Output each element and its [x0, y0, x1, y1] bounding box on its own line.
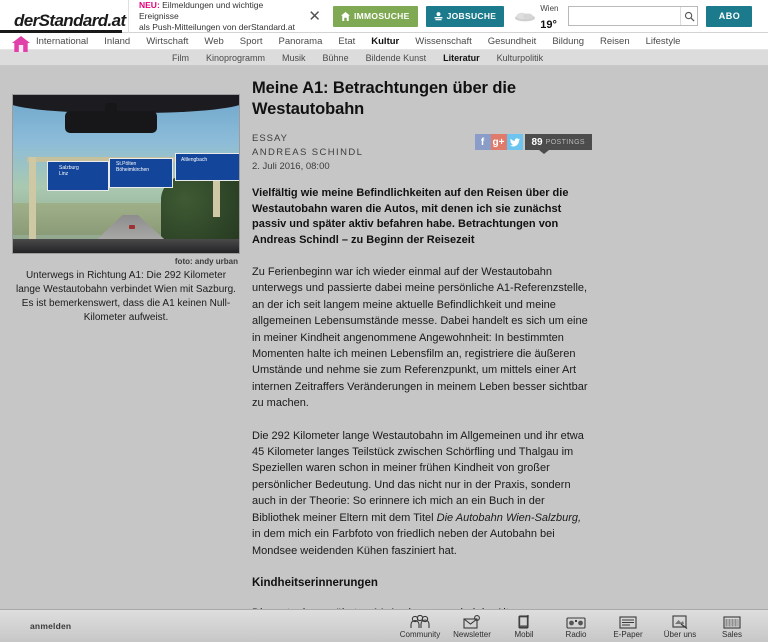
subnav-item-kinoprogramm[interactable]: Kinoprogramm	[206, 52, 266, 63]
footer-label-community: Community	[399, 630, 441, 639]
article-figure	[12, 94, 240, 325]
push-line-1: Eilmeldungen und wichtige Ereignisse	[139, 0, 264, 21]
article-paragraph-2	[252, 428, 592, 559]
footer-label-ueber-uns: Über uns	[663, 630, 697, 639]
jobsuche-button[interactable]	[426, 6, 505, 27]
close-icon[interactable]: ✕	[308, 7, 321, 25]
epaper-icon	[619, 613, 637, 629]
footer-item-mobil[interactable]	[498, 613, 550, 639]
footer-item-epaper[interactable]	[602, 613, 654, 639]
push-line-2: als Push-Mitteilungen von derStandard.at	[139, 21, 295, 32]
twitter-icon[interactable]	[507, 134, 523, 150]
footer-label-radio: Radio	[565, 630, 587, 639]
subnav-item-bildende-kunst[interactable]: Bildende Kunst	[365, 52, 427, 63]
search-container[interactable]	[568, 6, 698, 26]
article-kicker: ESSAY	[252, 133, 288, 144]
page-title: Meine A1: Betrachtungen über die Westautobahn	[252, 79, 516, 118]
home-icon	[341, 12, 350, 21]
job-icon	[434, 12, 443, 21]
subnav-item-musik[interactable]: Musik	[282, 52, 306, 63]
photo-dashboard	[13, 239, 239, 253]
login-link[interactable]: anmelden	[30, 621, 72, 631]
info-icon	[672, 613, 688, 629]
photo-gantry-post-left	[29, 157, 36, 243]
mobile-icon	[517, 613, 531, 629]
nav-item-lifestyle[interactable]: Lifestyle	[645, 35, 681, 47]
article-paragraph-1: Zu Ferienbeginn war ich wieder einmal auf der Westautobahn unterwegs und passierte dabei meine persönliche A1-Referenzstelle, an der ich seit langem meine aktuelle Befindlichkeit und meine allgemeinen Lebensumstände messe. Dabei handelt es sich um eine in meiner Kindheit angenommene Angewohnheit: In bestimmten Momenten halte ich meinen Lebensfilm an, registriere die äußeren Umstände und nehme sie zum Referenzpunkt, um mittels einer Art internen Zeitraffers Veränderungen in meinem Leben besser sichtbar zu machen.	[252, 266, 588, 410]
nav-item-web[interactable]: Web	[204, 35, 224, 47]
immosuche-label: IMMOSUCHE	[354, 11, 410, 21]
photo-sign-altlengbach-line1: Altlengbach	[181, 157, 208, 163]
footer-label-mobil: Mobil	[514, 630, 534, 639]
jobsuche-label: JOBSUCHE	[446, 11, 497, 21]
nav-item-bildung[interactable]: Bildung	[552, 35, 585, 47]
share-bar	[475, 134, 593, 150]
footer-item-sales[interactable]	[706, 613, 758, 639]
googleplus-icon[interactable]: g+	[491, 134, 507, 150]
primary-navigation	[0, 33, 768, 50]
photo-sign-stpoelten-line1: St.Pölten	[116, 161, 137, 167]
postings-label: POSTINGS	[545, 138, 585, 146]
photo-sign-altlengbach	[175, 153, 240, 181]
subnav-item-buehne[interactable]: Bühne	[322, 52, 349, 63]
article-byline	[252, 132, 363, 174]
nav-item-panorama[interactable]: Panorama	[278, 35, 323, 47]
footer-item-community[interactable]	[394, 613, 446, 639]
photo-caption: Unterwegs in Richtung A1: Die 292 Kilometer lange Westautobahn verbindet Wien mit Sazburg. Es ist bemerkenswert, dass die A1 keinen Null-Kilometer aufweist.	[16, 270, 236, 323]
footer-item-ueber-uns[interactable]	[654, 613, 706, 639]
photo-car	[129, 225, 135, 229]
photo-rearview-mirror	[65, 111, 157, 133]
secondary-navigation	[0, 50, 768, 66]
nav-item-inland[interactable]: Inland	[104, 35, 131, 47]
radio-icon	[566, 613, 586, 629]
push-new-badge: NEU:	[139, 0, 160, 10]
nav-item-international[interactable]: International	[36, 35, 89, 47]
footer-bar	[0, 609, 768, 642]
article-paragraph-2-part-b: in dem mich ein Farbfoto von friedlich neben der Autobahn bei Mondsee weidenden Kühen fasziniert hat.	[252, 528, 555, 557]
article-lead: Vielfältig wie meine Befindlichkeiten auf den Reisen über die Westautobahn waren die Autos, mit denen ich sie zunächst passiv und später aktiv befahren habe. Betrachtungen von Andreas Schindl – zu Beginn der Reisezeit	[252, 187, 569, 246]
weather-city: Wien	[540, 4, 559, 14]
subnav-item-film[interactable]: Film	[172, 52, 189, 63]
photo-sign-stpoelten-line2: Böheimkirchen	[116, 167, 150, 173]
photo-sign-salzburg-line2: Linz	[59, 171, 69, 177]
facebook-icon[interactable]: f	[475, 134, 491, 150]
footer-label-newsletter: Newsletter	[453, 630, 491, 639]
community-icon	[410, 613, 430, 629]
nav-item-wissenschaft[interactable]: Wissenschaft	[415, 35, 472, 47]
push-notification-banner[interactable]	[129, 0, 325, 33]
photo-sign-salzburg-line1: Salzburg	[59, 165, 79, 171]
weather-text	[540, 0, 558, 33]
right-rail	[592, 66, 768, 642]
photo-sign-salzburg	[47, 161, 109, 191]
home-nav-icon[interactable]	[9, 33, 33, 55]
site-header	[0, 0, 768, 33]
footer-item-newsletter[interactable]	[446, 613, 498, 639]
footer-item-radio[interactable]	[550, 613, 602, 639]
article-paragraph-2-part-a: Die 292 Kilometer lange Westautobahn im Allgemeinen und ihr etwa 45 Kilometer langes Teilstück zwischen Schörfling und Thalgau im Speziellen waren schon in meiner frühen Kindheit von großer persönlicher Bedeutung. Und das nicht nur in der Praxis, sondern auch in der Theorie: So erinnere ich mich an ein Buch in der Bibliothek meiner Eltern mit dem Titel	[252, 429, 584, 524]
article-figure-column	[0, 66, 252, 642]
photo-sign-stpoelten	[109, 158, 173, 188]
push-notification-text	[139, 0, 302, 33]
sales-icon	[723, 613, 741, 629]
weather-widget[interactable]	[514, 0, 558, 33]
article-author[interactable]: ANDREAS SCHINDL	[252, 147, 364, 158]
immosuche-button[interactable]	[333, 6, 418, 27]
nav-item-wirtschaft[interactable]: Wirtschaft	[146, 35, 189, 47]
book-title-italic: Die Autobahn Wien-Salzburg,	[436, 511, 582, 524]
article-date: 2. Juli 2016, 08:00	[252, 161, 330, 172]
article-meta-row	[252, 132, 592, 174]
weather-temperature: 19°	[540, 19, 557, 31]
footer-label-sales: Sales	[721, 630, 742, 639]
photo-credit: foto: andy urban	[174, 257, 238, 266]
article-photo[interactable]	[12, 94, 240, 254]
subnav-item-literatur[interactable]: Literatur	[443, 52, 480, 63]
nav-item-reisen[interactable]: Reisen	[600, 35, 630, 47]
search-input[interactable]	[569, 7, 680, 25]
nav-item-etat[interactable]: Etat	[338, 35, 356, 47]
footer-label-epaper: E-Paper	[613, 630, 643, 639]
article-column	[252, 66, 592, 642]
search-icon[interactable]	[680, 7, 697, 25]
nav-item-kultur[interactable]: Kultur	[371, 35, 400, 47]
logo-container[interactable]	[0, 0, 126, 33]
footer-services	[394, 613, 768, 639]
site-logo[interactable]: derStandard.at	[0, 12, 122, 33]
postings-badge[interactable]	[525, 134, 593, 150]
subnav-item-kulturpolitik[interactable]: Kulturpolitik	[496, 52, 544, 63]
nav-item-sport[interactable]: Sport	[239, 35, 263, 47]
abo-button[interactable]: ABO	[706, 6, 752, 27]
nav-item-gesundheit[interactable]: Gesundheit	[487, 35, 537, 47]
article-subheading: Kindheitserinnerungen	[252, 576, 378, 589]
postings-count: 89	[531, 136, 543, 148]
newsletter-icon	[463, 613, 481, 629]
main-content	[0, 66, 768, 642]
cloud-icon	[514, 9, 536, 23]
